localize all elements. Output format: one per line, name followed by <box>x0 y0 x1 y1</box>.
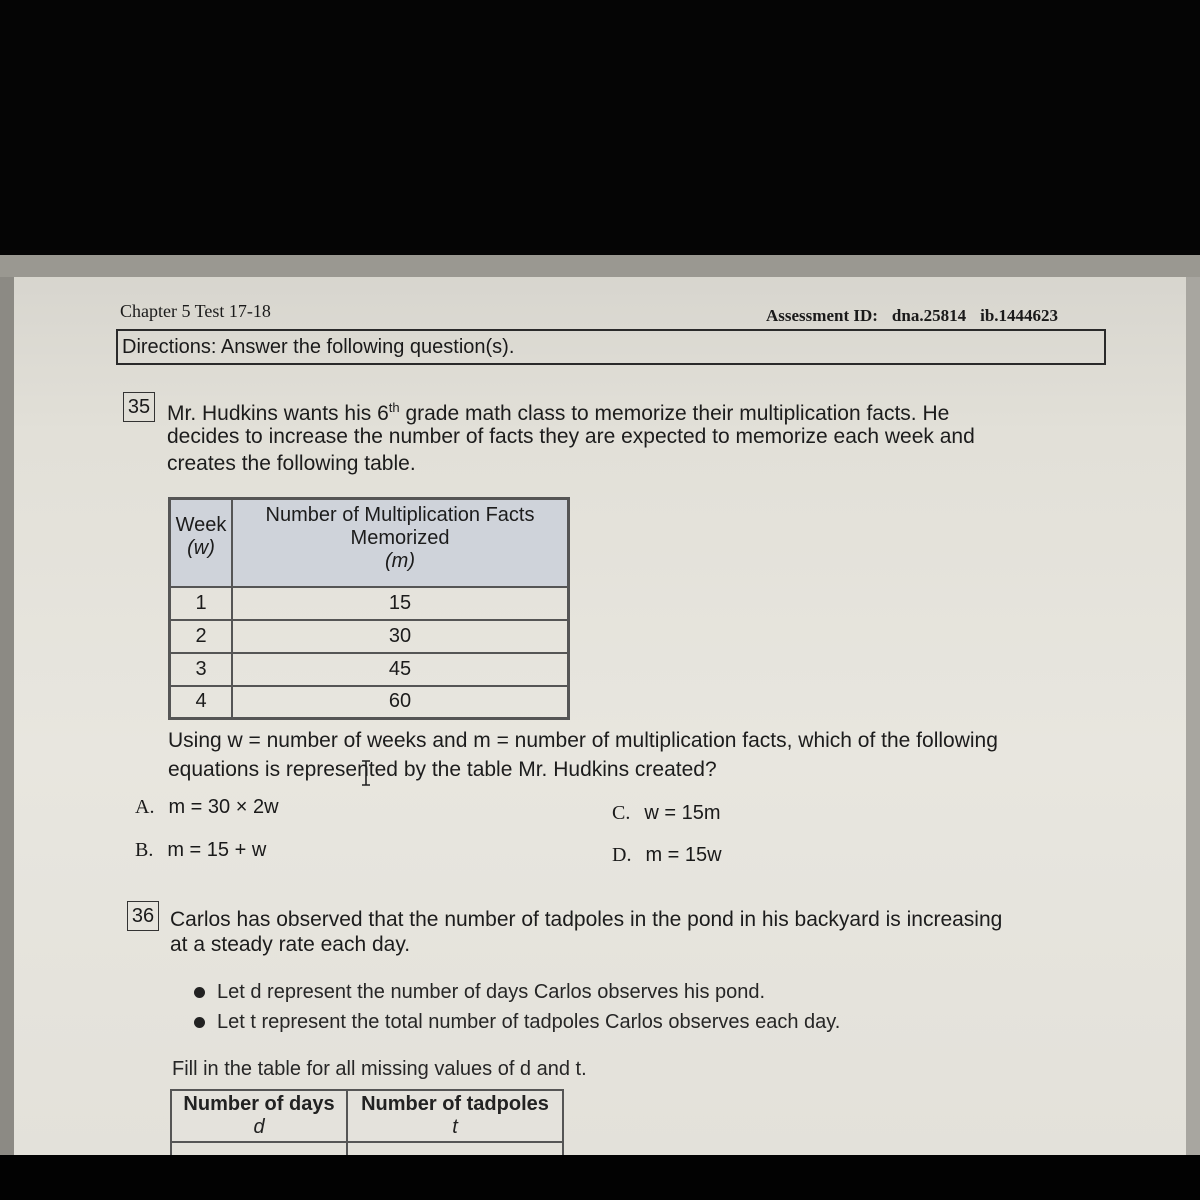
tadpoles-header-label: Number of tadpoles <box>361 1093 549 1115</box>
choice-d-letter: D. <box>612 844 632 866</box>
tadpoles-header-var: t <box>452 1116 458 1138</box>
question-36-line-2: at a steady rate each day. <box>170 933 411 956</box>
choice-a-text: m = 30 × 2w <box>168 796 279 818</box>
choice-d-text: m = 15w <box>645 844 722 866</box>
bullet-item-t <box>194 1011 840 1034</box>
days-header-var: d <box>253 1116 265 1138</box>
assessment-id <box>766 306 1072 326</box>
bullet-d-text: Let d represent the number of days Carlos observes his pond. <box>217 981 766 1003</box>
week-cell: 4 <box>170 686 233 719</box>
bullet-dot-icon <box>194 987 205 998</box>
facts-header <box>232 499 569 587</box>
question-35-line-3: creates the following table. <box>167 452 416 475</box>
q35-prompt-line-2: equations is represented by the table Mr. Hudkins created? <box>168 758 717 781</box>
facts-header-var: (m) <box>385 550 415 572</box>
choice-d[interactable] <box>612 844 722 867</box>
item-id-value: ib.1444623 <box>980 306 1059 325</box>
bullet-t-text: Let t represent the total number of tadpoles Carlos observes each day. <box>217 1011 841 1033</box>
facts-cell: 30 <box>232 620 569 653</box>
choice-a-letter: A. <box>135 796 155 818</box>
question-35-line-2: decides to increase the number of facts they are expected to memorize each week and <box>167 425 975 448</box>
week-header-var: (w) <box>187 537 215 559</box>
tadpoles-header-row <box>171 1090 563 1142</box>
choice-b-letter: B. <box>135 839 154 861</box>
choice-c-text: w = 15m <box>644 802 721 824</box>
question-36-number: 36 <box>127 901 159 931</box>
table-row <box>170 653 569 686</box>
facts-cell: 60 <box>232 686 569 719</box>
week-header <box>170 499 233 587</box>
bullet-item-d <box>194 981 765 1004</box>
facts-cell: 45 <box>232 653 569 686</box>
table-row <box>170 620 569 653</box>
days-header-label: Number of days <box>183 1093 335 1115</box>
directions-text: Directions: Answer the following question(s). <box>122 336 515 358</box>
choice-b[interactable] <box>135 839 266 862</box>
facts-header-line-1: Number of Multiplication Facts <box>265 504 535 526</box>
test-document <box>0 255 1200 1155</box>
camera-dark-area-bottom <box>0 1155 1200 1200</box>
assessment-id-value: dna.25814 <box>891 306 967 325</box>
question-35-number: 35 <box>123 392 155 422</box>
fill-table-prompt: Fill in the table for all missing values of d and t. <box>172 1058 587 1080</box>
laptop-screen <box>0 255 1200 1155</box>
week-header-label: Week <box>175 514 227 536</box>
table-row <box>170 587 569 620</box>
days-header <box>171 1090 347 1142</box>
choice-a[interactable] <box>135 796 279 819</box>
q35-prompt-line-1: Using w = number of weeks and m = number of multiplication facts, which of the following <box>168 729 998 752</box>
choice-b-text: m = 15 + w <box>167 839 267 861</box>
facts-cell: 15 <box>232 587 569 620</box>
multiplication-facts-table <box>168 497 570 720</box>
tadpoles-table <box>170 1089 564 1155</box>
table-row <box>171 1142 563 1155</box>
q35-superscript: th <box>388 400 400 415</box>
week-cell: 2 <box>170 620 233 653</box>
week-cell: 3 <box>170 653 233 686</box>
directions-box <box>116 329 1106 365</box>
q35-line1-post: grade math class to memorize their multiplication facts. He <box>399 402 950 425</box>
text-cursor-icon <box>360 760 372 786</box>
table-header-row <box>170 499 569 587</box>
chapter-title: Chapter 5 Test 17-18 <box>120 301 271 321</box>
q35-line1-pre: Mr. Hudkins wants his 6 <box>167 402 389 425</box>
choice-c[interactable] <box>612 802 721 825</box>
bullet-dot-icon <box>194 1017 205 1028</box>
week-cell: 1 <box>170 587 233 620</box>
question-36-line-1: Carlos has observed that the number of tadpoles in the pond in his backyard is increasing <box>170 908 1003 931</box>
table-row <box>170 686 569 719</box>
days-input-cell[interactable] <box>171 1142 347 1155</box>
tadpoles-input-cell[interactable] <box>347 1142 563 1155</box>
camera-dark-area-top <box>0 0 1200 255</box>
tadpoles-header <box>347 1090 563 1142</box>
assessment-label: Assessment ID: <box>766 306 878 325</box>
choice-c-letter: C. <box>612 802 631 824</box>
facts-header-line-2: Memorized <box>350 527 450 549</box>
